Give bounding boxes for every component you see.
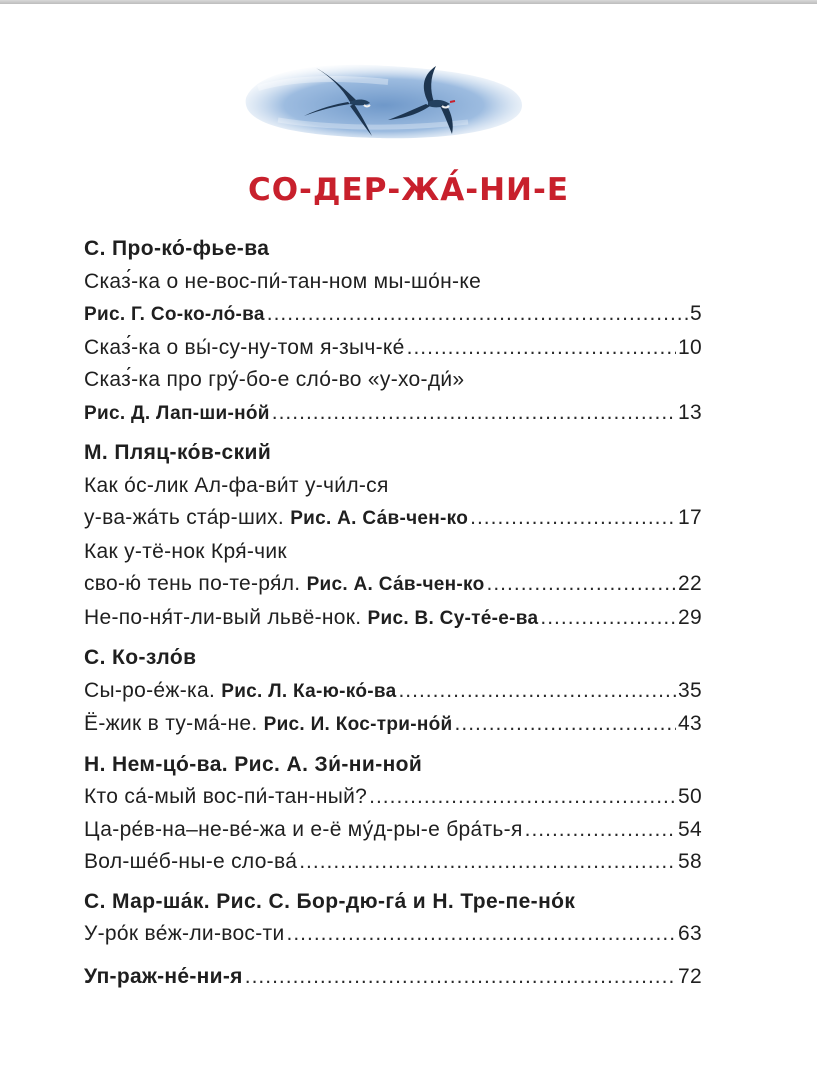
- toc-entry[interactable]: [84, 708, 702, 742]
- dot-leader: [272, 397, 676, 430]
- spacer: [84, 951, 702, 953]
- entry-title: [84, 502, 468, 536]
- page-number: 17: [678, 506, 702, 529]
- illustrator-credit: Рис. Г. Со-ко-ло́-ва: [84, 304, 265, 325]
- dot-leader: [398, 675, 676, 708]
- page-number: 72: [678, 964, 702, 988]
- story-title: сво-ю́ тень по-те-ря́л.: [84, 572, 307, 595]
- page-number: 10: [678, 335, 702, 359]
- illustrator-credit: Рис. Д. Лап-ши-но́й: [84, 402, 270, 424]
- story-title: Вол-ше́б-ны-е сло-ва́: [84, 850, 298, 873]
- section-author: С. Про-ко́-фье-ва: [84, 237, 270, 260]
- toc-entry[interactable]: [84, 502, 702, 536]
- section-author: С. Ко-зло́в: [84, 646, 197, 669]
- toc-entry[interactable]: [84, 781, 702, 814]
- story-title: Кто са́-мый вос-пи́-тан-ный?: [84, 785, 368, 808]
- page-number: 50: [678, 785, 702, 808]
- dot-leader: [470, 502, 676, 535]
- toc-entry[interactable]: [84, 918, 702, 951]
- page-title: СО-ДЕР-ЖА́-НИ-Е: [247, 172, 570, 208]
- dot-leader: [407, 332, 676, 365]
- entry-title: [84, 675, 396, 709]
- dot-leader: [286, 918, 676, 951]
- dot-leader: [245, 961, 676, 994]
- story-title: У-ро́к ве́ж-ли-вос-ти: [84, 922, 285, 945]
- story-title: Ца-ре́в-на–не-ве́-жа и е-ё му́д-ры-е бра́ть-я: [84, 817, 523, 841]
- page-number: 22: [678, 572, 702, 595]
- page-top-border: [0, 0, 817, 4]
- dot-leader: [455, 708, 677, 741]
- story-title: Сказ́-ка о вы́-су-ну-том я-зыч-ке́: [84, 335, 405, 359]
- entry-title: [84, 708, 453, 742]
- illustrator-credit: Рис. В. Су-те́-е-ва: [367, 607, 539, 629]
- story-title-line: Как у-тё-нок Кря́-чик: [84, 539, 287, 563]
- entry-title: [84, 918, 284, 951]
- illustrator-credit: Рис. И. Кос-три-но́й: [263, 714, 453, 735]
- story-title-line: Сказ́-ка про гру́-бо-е сло́-во «у-хо-ди́»: [84, 368, 465, 391]
- dot-leader: [369, 781, 676, 814]
- page-number: 58: [678, 850, 702, 873]
- entry-title: [84, 781, 367, 814]
- toc-entry[interactable]: [84, 332, 702, 365]
- toc-entry[interactable]: [84, 814, 702, 847]
- section-author: С. Мар-ша́к. Рис. С. Бор-дю-га́ и Н. Тре-пе-но́к: [84, 889, 576, 913]
- entry-title: [84, 332, 405, 365]
- toc-entry[interactable]: [84, 675, 702, 709]
- illustrator-credit: Рис. Л. Ка-ю-ко́-ва: [221, 680, 397, 702]
- dot-leader: [267, 298, 688, 331]
- page-number: 29: [678, 605, 702, 629]
- entry-title: [84, 397, 270, 431]
- toc-entry[interactable]: [84, 846, 702, 879]
- swallows-in-sky-illustration: [238, 58, 528, 142]
- toc-entry[interactable]: [84, 568, 702, 602]
- toc-entry-exercises[interactable]: [84, 961, 702, 994]
- toc-entry[interactable]: [84, 397, 702, 431]
- entry-title: [84, 568, 485, 602]
- toc-entry[interactable]: [84, 298, 702, 332]
- story-title: Сы-ро-е́ж-ка.: [84, 678, 222, 702]
- entry-title: [84, 814, 523, 847]
- story-title: Ё-жик в ту-ма́-не.: [84, 712, 264, 735]
- section-author: М. Пляц-ко́в-ский: [84, 441, 272, 464]
- entry-title: [84, 846, 297, 879]
- page-number: 63: [678, 922, 702, 945]
- toc-entry[interactable]: [84, 602, 702, 636]
- dot-leader: [525, 814, 676, 847]
- page-number: 54: [678, 817, 702, 841]
- entry-title: [84, 602, 538, 636]
- dot-leader: [540, 602, 676, 635]
- story-title-line: Как о́с-лик Ал-фа-ви́т у-чи́л-ся: [84, 473, 389, 497]
- story-title: у-ва-жа́ть ста́р-ших.: [84, 506, 291, 529]
- section-author: Н. Нем-цо́-ва. Рис. А. Зи́-ни-ной: [84, 752, 423, 776]
- dot-leader: [487, 568, 677, 601]
- table-of-contents: [84, 233, 702, 993]
- story-title-line: Сказ́-ка о не-вос-пи́-тан-ном мы-шо́н-ке: [84, 269, 482, 293]
- dot-leader: [299, 846, 676, 879]
- entry-title: Уп-раж-не́-ни-я: [84, 964, 243, 988]
- page-number: 13: [678, 400, 702, 424]
- illustrator-credit: Рис. А. Са́в-чен-ко: [290, 508, 469, 529]
- page-number: 35: [678, 678, 702, 702]
- illustrator-credit: Рис. А. Са́в-чен-ко: [306, 574, 485, 595]
- story-title: Не-по-ня́т-ли-вый львё-нок.: [84, 605, 368, 629]
- entry-title: [84, 298, 265, 332]
- page-number: 5: [690, 302, 702, 325]
- page-number: 43: [678, 712, 702, 735]
